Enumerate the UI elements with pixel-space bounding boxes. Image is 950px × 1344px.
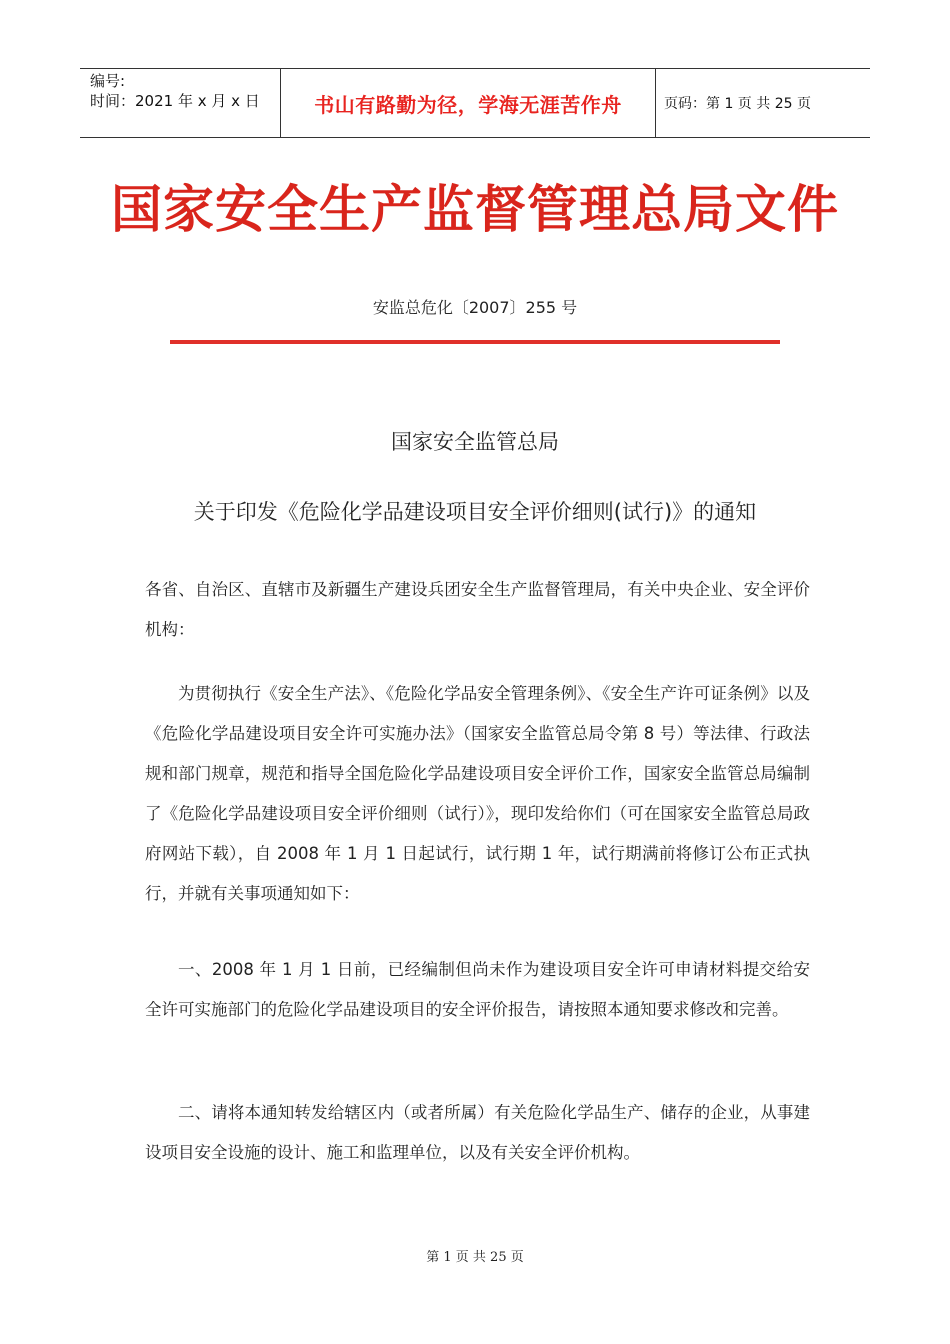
- header-meta-cell: [80, 69, 281, 137]
- paragraph-item-2: 二、请将本通知转发给辖区内（或者所属）有关危险化学品生产、储存的企业，从事建设项目安全设施的设计、施工和监理单位，以及有关安全评价机构。: [145, 1103, 810, 1162]
- time-label: 时间：2021 年 x 月 x 日: [90, 92, 260, 110]
- red-divider: [170, 340, 780, 344]
- issuer-name: 国家安全监管总局: [391, 430, 559, 454]
- paragraph-main: 为贯彻执行《安全生产法》、《危险化学品安全管理条例》、《安全生产许可证条例》以及《危险化学品建设项目安全许可实施办法》（国家安全监管总局令第 8 号）等法律、行政法规和部门规章，规范和指导全国危险化学品建设项目安全评价工作，国家安全监管总局编制了《危险化学品建设项目安全评价细则（试行）》，现印发给你们（可在国家安全监管总局政府网站下载），自 2008 年 1 月 1 日起试行，试行期 1 年，试行期满前将修订公布正式执行，并就有关事项通知如下：: [145, 684, 810, 903]
- header-motto-cell: [281, 69, 656, 137]
- number-label: 编号:: [90, 72, 126, 90]
- notice-title: 关于印发《危险化学品建设项目安全评价细则(试行)》的通知: [193, 500, 757, 524]
- document-number: 安监总危化〔2007〕255 号: [372, 298, 578, 317]
- document-title: 国家安全生产监督管理总局文件: [110, 180, 839, 240]
- motto-text: 书山有路勤为径，学海无涯苦作舟: [314, 92, 622, 117]
- page-info: 页码：第 1 页 共 25 页: [664, 96, 811, 112]
- page-footer: 第 1 页 共 25 页: [426, 1250, 524, 1265]
- header-table: [80, 68, 870, 138]
- header-page-cell: [656, 69, 870, 137]
- paragraph-item-1: 一、2008 年 1 月 1 日前，已经编制但尚未作为建设项目安全许可申请材料提交给安全许可实施部门的危险化学品建设项目的安全评价报告，请按照本通知要求修改和完善。: [145, 960, 810, 1019]
- paragraph-address: 各省、自治区、直辖市及新疆生产建设兵团安全生产监督管理局，有关中央企业、安全评价机构：: [145, 580, 810, 639]
